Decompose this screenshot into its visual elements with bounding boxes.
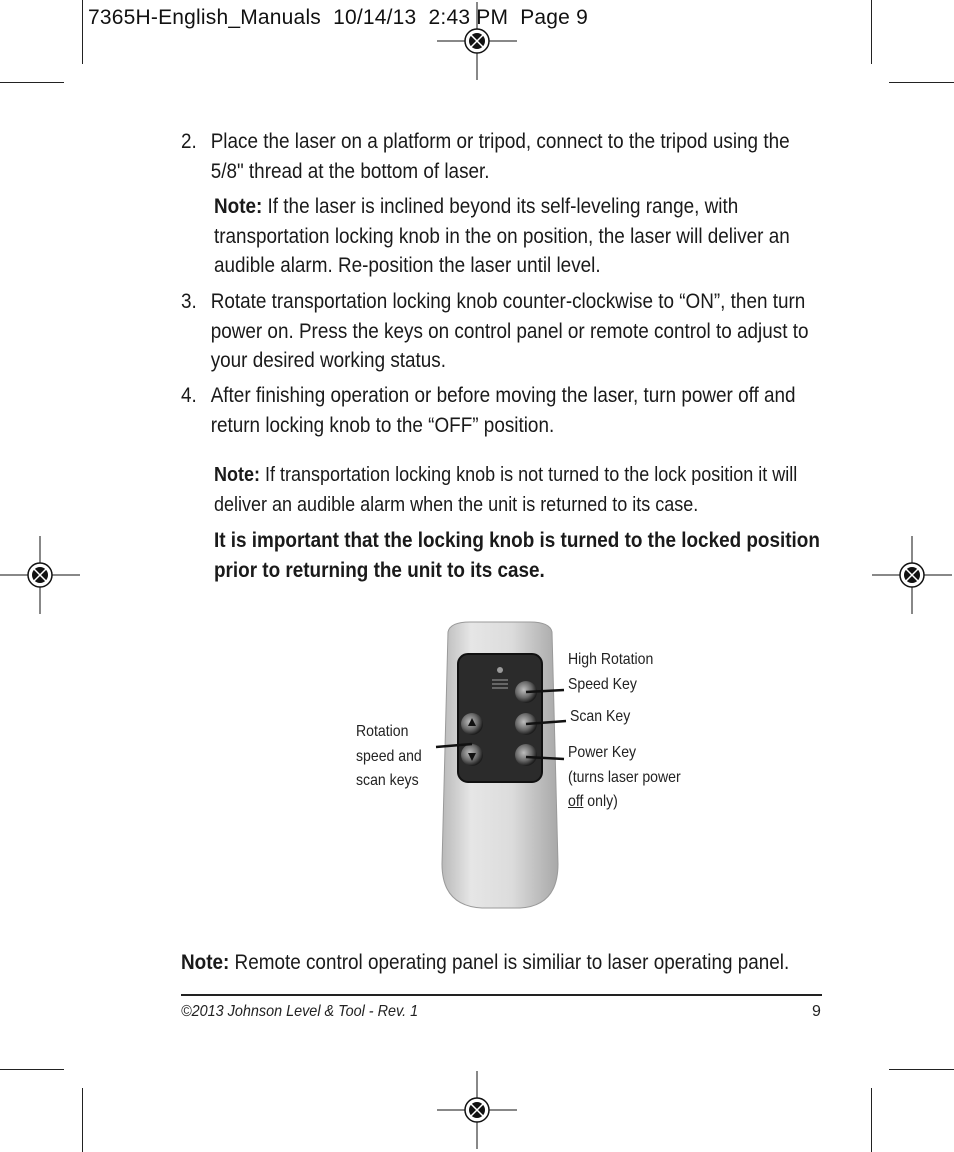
- leader-scan: [526, 721, 566, 724]
- note-text: Remote control operating panel is similiar to laser operating panel.: [229, 951, 790, 974]
- registration-mark-left: [0, 536, 80, 614]
- note-self-leveling: [214, 192, 849, 281]
- callout-text: only): [583, 793, 618, 810]
- footer-rule: [181, 994, 822, 996]
- leader-rotation-keys: [436, 744, 472, 747]
- slug-time: 2:43 PM: [428, 6, 509, 29]
- registration-mark-top: [437, 2, 517, 80]
- footer-copyright: ©2013 Johnson Level & Tool - Rev. 1: [181, 1003, 419, 1020]
- registration-mark-right: [872, 536, 952, 614]
- crop-mark-tr-v: [871, 0, 872, 64]
- step-text: Place the laser on a platform or tripod, connect to the tripod using the 5/8" thread at the bottom of laser.: [210, 130, 790, 183]
- leader-power: [526, 757, 564, 759]
- crop-mark-tl-v: [82, 0, 83, 64]
- leader-high-rotation: [526, 690, 564, 692]
- callout-high-rotation-speed-key: [568, 648, 653, 697]
- callout-line: [568, 790, 681, 815]
- callout-line: speed and: [356, 747, 422, 765]
- footer-page-number: 9: [812, 1003, 821, 1020]
- crop-mark-br-v: [871, 1088, 872, 1152]
- note-alarm: [214, 461, 849, 520]
- step-number: 4.: [181, 384, 197, 407]
- note-remote-panel: [181, 948, 829, 978]
- step-number: 2.: [181, 130, 197, 153]
- note-label: Note:: [214, 464, 260, 486]
- note-text: If transportation locking knob is not turned to the lock position it will deliver an audible alarm when the unit is returned to its case.: [214, 464, 798, 516]
- callout-line: Speed Key: [568, 675, 637, 693]
- registration-mark-bottom: [437, 1071, 517, 1149]
- callout-line: scan keys: [356, 772, 419, 789]
- slug-page: Page 9: [520, 6, 588, 29]
- step-text: After finishing operation or before moving the laser, turn power off and return locking knob to the “OFF” position.: [210, 384, 796, 437]
- callout-line: (turns laser power: [568, 768, 681, 786]
- important-warning: It is important that the locking knob is turned to the locked position prior to returning the unit to its case.: [214, 529, 820, 582]
- slug-date: 10/14/13: [333, 6, 417, 29]
- callout-leader-lines: [430, 614, 570, 914]
- crop-mark-tr-h: [889, 82, 954, 83]
- callout-line: Power Key: [568, 744, 637, 761]
- callout-power-key: [568, 741, 681, 815]
- callout-scan-key: Scan Key: [570, 708, 631, 725]
- callout-line: High Rotation: [568, 651, 654, 668]
- crop-mark-br-h: [889, 1069, 954, 1070]
- callout-rotation-scan-keys: [356, 720, 422, 794]
- step-text: Rotate transportation locking knob counter-clockwise to “ON”, then turn power on. Press the keys on control panel or remote control to adjust to your desired working status.: [210, 290, 809, 372]
- step-number: 3.: [181, 290, 197, 313]
- note-text: If the laser is inclined beyond its self-leveling range, with transportation locking knob in the on position, the laser will deliver an audible alarm. Re-position the laser until level.: [214, 195, 790, 277]
- note-label: Note:: [214, 195, 263, 218]
- crop-mark-tl-h: [0, 82, 64, 83]
- crop-mark-bl-h: [0, 1069, 64, 1070]
- crop-mark-bl-v: [82, 1088, 83, 1152]
- callout-underlined-word: off: [568, 793, 584, 810]
- note-label: Note:: [181, 951, 230, 974]
- slug-file: 7365H-English_Manuals: [88, 6, 322, 29]
- callout-line: Rotation: [356, 723, 409, 740]
